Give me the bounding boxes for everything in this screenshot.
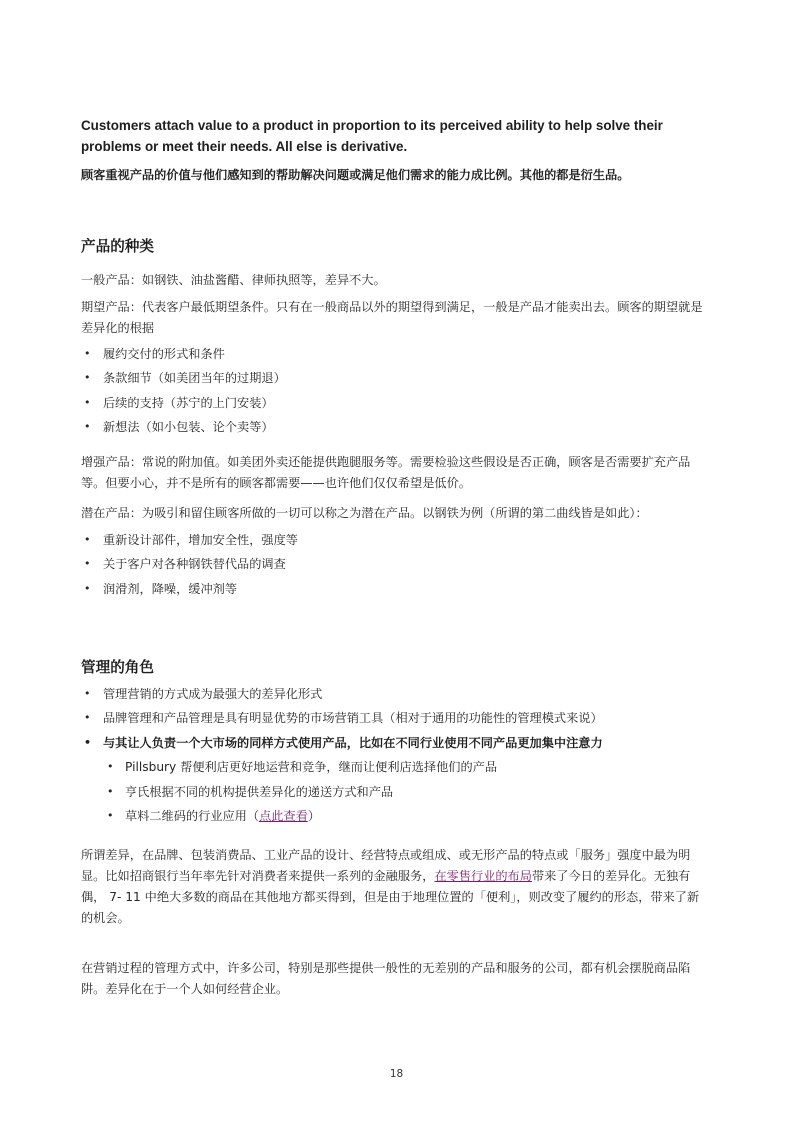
heading-product-types: 产品的种类: [81, 238, 154, 255]
quote-english: Customers attach value to a product in proportion to its perceived ability to help solve their problems or meet their needs. All else is derivative.: [81, 118, 663, 154]
list-item: • 重新设计部件，增加安全性，强度等: [81, 528, 711, 552]
bullet-icon: •: [84, 711, 91, 725]
bullet-icon: •: [84, 371, 91, 385]
list-item: • 后续的支持（苏宁的上门安装）: [81, 391, 711, 415]
paragraph-commodity-trap: 在营销过程的管理方式中，许多公司，特别是那些提供一般性的无差别的产品和服务的公司，都有机会摆脱商品陷阱。差异化在于一个人如何经营企业。: [81, 961, 691, 996]
list-item: • 关于客户对各种钢铁替代品的调查: [81, 552, 711, 576]
paragraph-augmented-product: 增强产品：常说的附加值。如美团外卖还能提供跑腿服务等。需要检验这些假设是否正确，顾客是否需要扩充产品等。但要小心，并不是所有的顾客都需要——也许他们仅仅希望是低价。: [81, 455, 691, 490]
retail-layout-link[interactable]: 在零售行业的布局: [434, 869, 532, 883]
page-number: 18: [389, 1068, 404, 1080]
sub-list-item: • 草料二维码的行业应用（点此查看）: [81, 804, 711, 828]
bullet-icon: •: [84, 347, 91, 360]
management-role-list: [81, 682, 711, 828]
bullet-icon: •: [84, 420, 91, 434]
bullet-icon: •: [107, 760, 114, 774]
expected-product-list: [81, 342, 711, 440]
paragraph-differentiation: 所谓差异，在品牌、包装消费品、工业产品的设计、经营特点或组成、或无形产品的特点或「服务」强度中最为明显。比如招商银行当年率先针对消费者来提供一系列的金融服务，在零售行业的布局带来了今日的差异化。无独有偶， 7- 11 中绝大多数的商品在其他地方都买得到，但是由于地理位置的「便利」，则改变了履约的形态，带来了新的机会。: [81, 848, 700, 925]
list-item: • 条款细节（如美团当年的过期退）: [81, 366, 711, 390]
bullet-icon: •: [84, 581, 91, 595]
view-link[interactable]: 点此查看: [259, 808, 308, 823]
bullet-icon: •: [107, 784, 114, 798]
list-item: • 履约交付的形式和条件: [81, 342, 711, 366]
bullet-icon: •: [107, 808, 114, 822]
list-item: • 新想法（如小包装、论个卖等）: [81, 415, 711, 439]
bullet-icon: •: [84, 557, 91, 571]
list-item: • 润滑剂，降噪，缓冲剂等: [81, 577, 711, 601]
bullet-icon: •: [84, 735, 92, 749]
list-item: • 品牌管理和产品管理是具有明显优势的市场营销工具（相对于通用的功能性的管理模式来说）: [81, 706, 711, 730]
paragraph-generic-product: 一般产品：如钢铁、油盐酱醋、律师执照等，差异不大。: [81, 273, 386, 287]
list-item: • 管理营销的方式成为最强大的差异化形式: [81, 682, 711, 706]
sub-list-item: • 亨氏根据不同的机构提供差异化的递送方式和产品: [81, 780, 711, 804]
list-item: • 与其让人负责一个大市场的同样方式使用产品，比如在不同行业使用不同产品更加集中注意力: [81, 731, 711, 755]
bullet-icon: •: [84, 533, 91, 546]
bullet-icon: •: [84, 687, 91, 700]
sub-list-item: • Pillsbury 帮便利店更好地运营和竞争，继而让便利店选择他们的产品: [81, 755, 711, 779]
quote-chinese: 顾客重视产品的价值与他们感知到的帮助解决问题或满足他们需求的能力成比例。其他的都是衍生品。: [81, 168, 630, 182]
heading-management-role: 管理的角色: [81, 659, 154, 676]
paragraph-potential-product: 潜在产品：为吸引和留住顾客所做的一切可以称之为潜在产品。以钢铁为例（所谓的第二曲线皆是如此）：: [81, 506, 648, 520]
paragraph-expected-product: 期望产品：代表客户最低期望条件。只有在一般商品以外的期望得到满足，一般是产品才能卖出去。顾客的期望就是差异化的根据: [81, 300, 703, 335]
potential-product-list: [81, 528, 711, 601]
bullet-icon: •: [84, 395, 91, 409]
